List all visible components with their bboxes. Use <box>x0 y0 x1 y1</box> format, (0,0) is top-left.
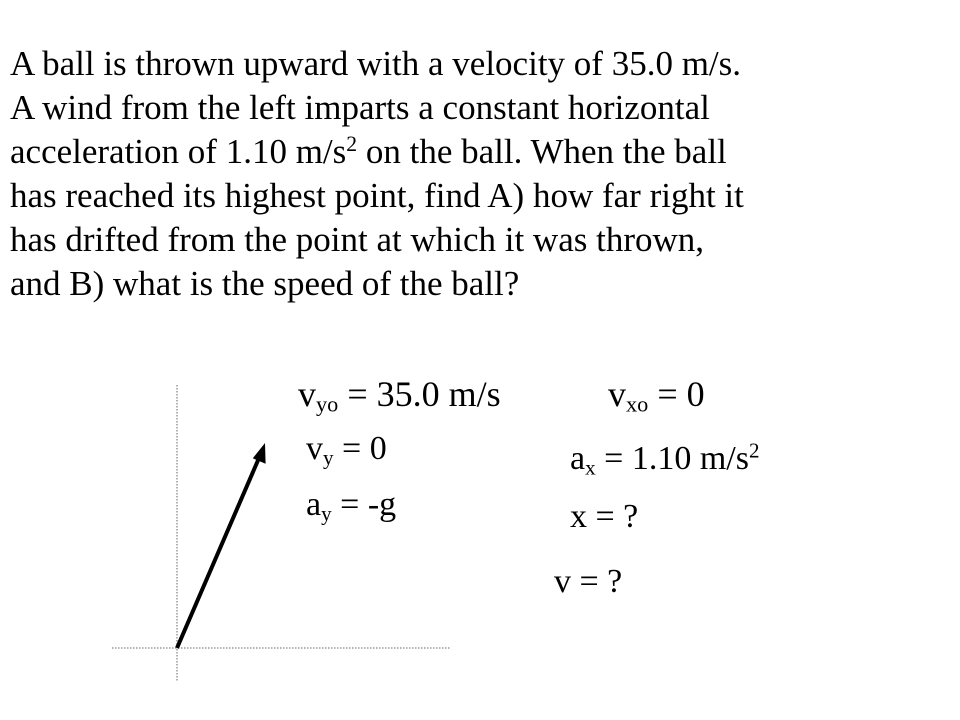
problem-line-3: acceleration of 1.10 $m/s^2$ on the ball. When the ball <box>10 132 727 171</box>
velocity-vector <box>177 458 259 648</box>
unknown-x: x = ? <box>570 498 639 535</box>
problem-line-5: has drifted from the point at which it was thrown, <box>10 220 705 259</box>
problem-line-2: A wind from the left imparts a constant horizontal <box>10 88 710 127</box>
given-ay: $a_y = -g$ <box>306 486 397 526</box>
given-ax: $a_x = 1.10$ $m/s^2$ <box>570 438 760 480</box>
unknown-v: v = ? <box>554 563 623 600</box>
given-vxo: $v_{xo} = 0$ <box>608 374 705 417</box>
problem-line-1: A ball is thrown upward with a velocity of 35.0 m/s. <box>10 44 742 83</box>
given-vy: $v_y = 0$ <box>306 430 387 470</box>
problem-line-4: has reached its highest point, find A) how far right it <box>10 176 744 215</box>
problem-line-6: and B) what is the speed of the ball? <box>10 264 520 303</box>
velocity-vector-arrowhead <box>253 443 266 464</box>
given-vyo: $v_{yo} = 35.0$ m/s <box>298 374 501 417</box>
